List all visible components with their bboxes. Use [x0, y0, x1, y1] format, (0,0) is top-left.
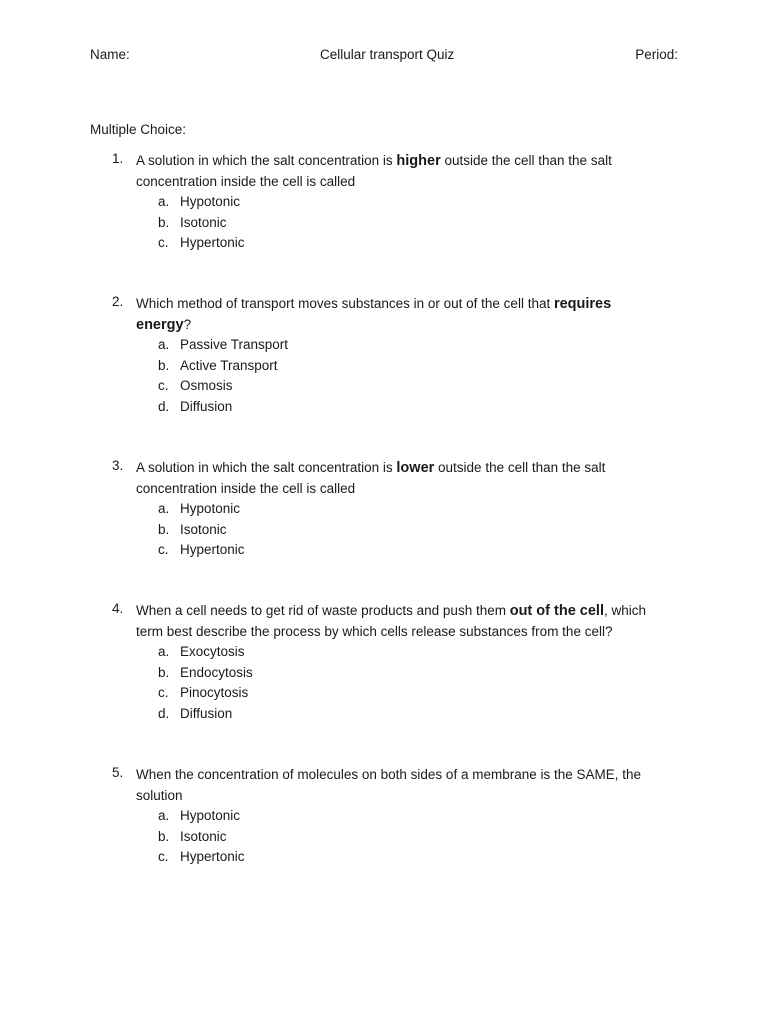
question-number: 5. — [112, 765, 124, 780]
choice-item[interactable] — [158, 847, 672, 868]
question-text-before: A solution in which the salt concentration is — [136, 153, 397, 168]
choice-item[interactable] — [158, 213, 672, 234]
choice-letter: a. — [158, 808, 170, 823]
header-row — [90, 47, 680, 67]
choice-label: Hypertonic — [180, 849, 245, 864]
name-label: Name: — [90, 47, 130, 62]
choice-label: Hypotonic — [180, 501, 241, 516]
choice-label: Isotonic — [180, 521, 227, 537]
choice-list — [158, 192, 672, 254]
choice-list — [158, 499, 672, 561]
period-label: Period: — [635, 47, 678, 62]
choice-item[interactable] — [158, 806, 672, 827]
choice-letter: a. — [158, 337, 170, 352]
choice-letter: a. — [158, 501, 170, 516]
question-3 — [112, 458, 672, 561]
question-1 — [112, 151, 672, 254]
choice-letter: d. — [158, 705, 170, 721]
choice-item[interactable] — [158, 376, 672, 397]
question-number: 3. — [112, 458, 124, 473]
choice-label: Hypertonic — [180, 542, 245, 557]
question-number: 4. — [112, 601, 124, 616]
choice-label: Hypotonic — [180, 194, 241, 209]
choice-label: Isotonic — [180, 828, 227, 844]
choice-label: Osmosis — [180, 378, 233, 393]
choice-item[interactable] — [158, 827, 672, 848]
choice-letter: a. — [158, 194, 170, 209]
question-2 — [112, 294, 672, 417]
choice-label: Pinocytosis — [180, 685, 249, 700]
choice-item[interactable] — [158, 704, 672, 725]
choice-item[interactable] — [158, 233, 672, 254]
choice-label: Passive Transport — [180, 337, 289, 352]
question-text — [136, 601, 656, 642]
question-text-before: A solution in which the salt concentration is — [136, 460, 397, 475]
choice-letter: b. — [158, 214, 170, 230]
choice-letter: c. — [158, 378, 169, 393]
choice-item[interactable] — [158, 397, 672, 418]
choice-letter: c. — [158, 849, 169, 864]
choice-item[interactable] — [158, 683, 672, 704]
choice-item[interactable] — [158, 540, 672, 561]
choice-letter: a. — [158, 644, 170, 659]
choice-item[interactable] — [158, 642, 672, 663]
question-emphasis: requires energy — [136, 296, 612, 333]
choice-item[interactable] — [158, 356, 672, 377]
question-emphasis: out of the cell — [509, 603, 604, 619]
question-text-after: , which term best describe the process by which cells release substances from the cell? — [136, 603, 646, 639]
choice-label: Diffusion — [180, 398, 233, 414]
question-text — [136, 765, 656, 806]
question-text — [136, 458, 656, 499]
question-text-before: Which method of transport moves substances in or out of the cell that — [136, 296, 554, 311]
page-title: Cellular transport Quiz — [320, 47, 455, 62]
choice-item[interactable] — [158, 520, 672, 541]
question-number: 1. — [112, 151, 124, 166]
choice-letter: c. — [158, 235, 169, 250]
question-text-before: When a cell needs to get rid of waste products and push them — [136, 603, 510, 618]
choice-label: Hypotonic — [180, 808, 241, 823]
question-emphasis: lower — [396, 460, 435, 476]
choice-list — [158, 642, 672, 724]
question-text-before: When the concentration of molecules on both sides of a membrane is the SAME, the solution — [136, 767, 642, 803]
choice-list — [158, 335, 672, 417]
choice-item[interactable] — [158, 335, 672, 356]
choice-label: Active Transport — [180, 357, 278, 373]
question-text-after: ? — [183, 316, 192, 332]
choice-item[interactable] — [158, 663, 672, 684]
choice-item[interactable] — [158, 192, 672, 213]
choice-label: Hypertonic — [180, 235, 245, 250]
choice-label: Exocytosis — [180, 644, 245, 659]
choice-letter: b. — [158, 357, 170, 373]
question-text — [136, 151, 656, 192]
choice-letter: c. — [158, 542, 169, 557]
choice-letter: b. — [158, 521, 170, 537]
choice-letter: b. — [158, 664, 170, 680]
choice-letter: c. — [158, 685, 169, 700]
question-text-after: outside the cell than the salt concentration inside the cell is called — [136, 153, 612, 189]
choice-label: Endocytosis — [180, 664, 253, 680]
question-text-after: outside the cell than the salt concentration inside the cell is called — [136, 460, 606, 496]
question-5 — [112, 765, 672, 868]
question-text — [136, 294, 656, 335]
choice-label: Isotonic — [180, 214, 227, 230]
question-emphasis: higher — [396, 153, 441, 169]
choice-letter: b. — [158, 828, 170, 844]
choice-label: Diffusion — [180, 705, 233, 721]
section-label: Multiple Choice: — [90, 122, 187, 137]
question-4 — [112, 601, 672, 724]
choice-list — [158, 806, 672, 868]
choice-letter: d. — [158, 398, 170, 414]
question-number: 2. — [112, 294, 124, 309]
choice-item[interactable] — [158, 499, 672, 520]
